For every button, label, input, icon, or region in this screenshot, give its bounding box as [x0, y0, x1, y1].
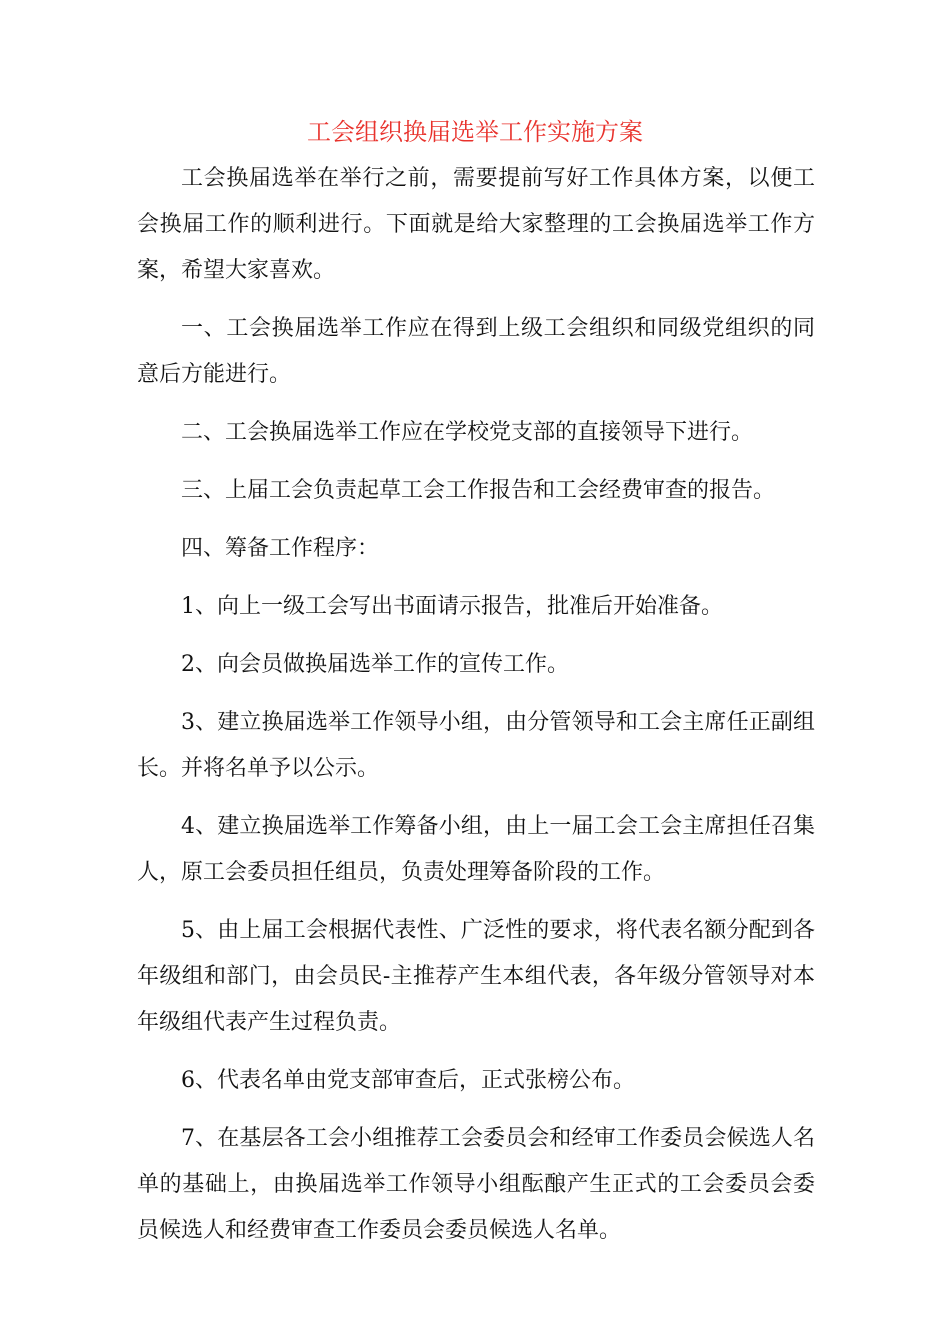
document-body: [137, 156, 815, 1266]
paragraph-item-2: 二、工会换届选举工作应在学校党支部的直接领导下进行。: [181, 420, 754, 445]
paragraph-item-1: 一、工会换届选举工作应在得到上级工会组织和同级党组织的同意后方能进行。: [137, 316, 815, 387]
paragraph-step-6: 6、代表名单由党支部审查后，正式张榜公布。: [181, 1068, 635, 1093]
paragraph-item-3: 三、上届工会负责起草工会工作报告和工会经费审查的报告。: [181, 478, 776, 503]
paragraph-step-4: 4、建立换届选举工作筹备小组，由上一届工会工会主席担任召集人，原工会委员担任组员，负责处理筹备阶段的工作。: [137, 814, 815, 885]
paragraph-item-4-heading: 四、筹备工作程序：: [181, 536, 380, 561]
paragraph-intro: 工会换届选举在举行之前，需要提前写好工作具体方案，以便工会换届工作的顺利进行。下面就是给大家整理的工会换届选举工作方案，希望大家喜欢。: [137, 166, 815, 283]
paragraph-step-7: 7、在基层各工会小组推荐工会委员会和经审工作委员会候选人名单的基础上，由换届选举工作领导小组酝酿产生正式的工会委员会委员候选人和经费审查工作委员会委员候选人名单。: [137, 1126, 815, 1243]
paragraph-step-2: 2、向会员做换届选举工作的宣传工作。: [181, 652, 569, 677]
document-title: 工会组织换届选举工作实施方案: [307, 118, 643, 146]
paragraph-step-3: 3、建立换届选举工作领导小组，由分管领导和工会主席任正副组长。并将名单予以公示。: [137, 710, 815, 781]
paragraph-step-5: 5、由上届工会根据代表性、广泛性的要求，将代表名额分配到各年级组和部门，由会员民-主推荐产生本组代表，各年级分管领导对本年级组代表产生过程负责。: [137, 918, 815, 1035]
paragraph-step-1: 1、向上一级工会写出书面请示报告，批准后开始准备。: [181, 594, 723, 619]
